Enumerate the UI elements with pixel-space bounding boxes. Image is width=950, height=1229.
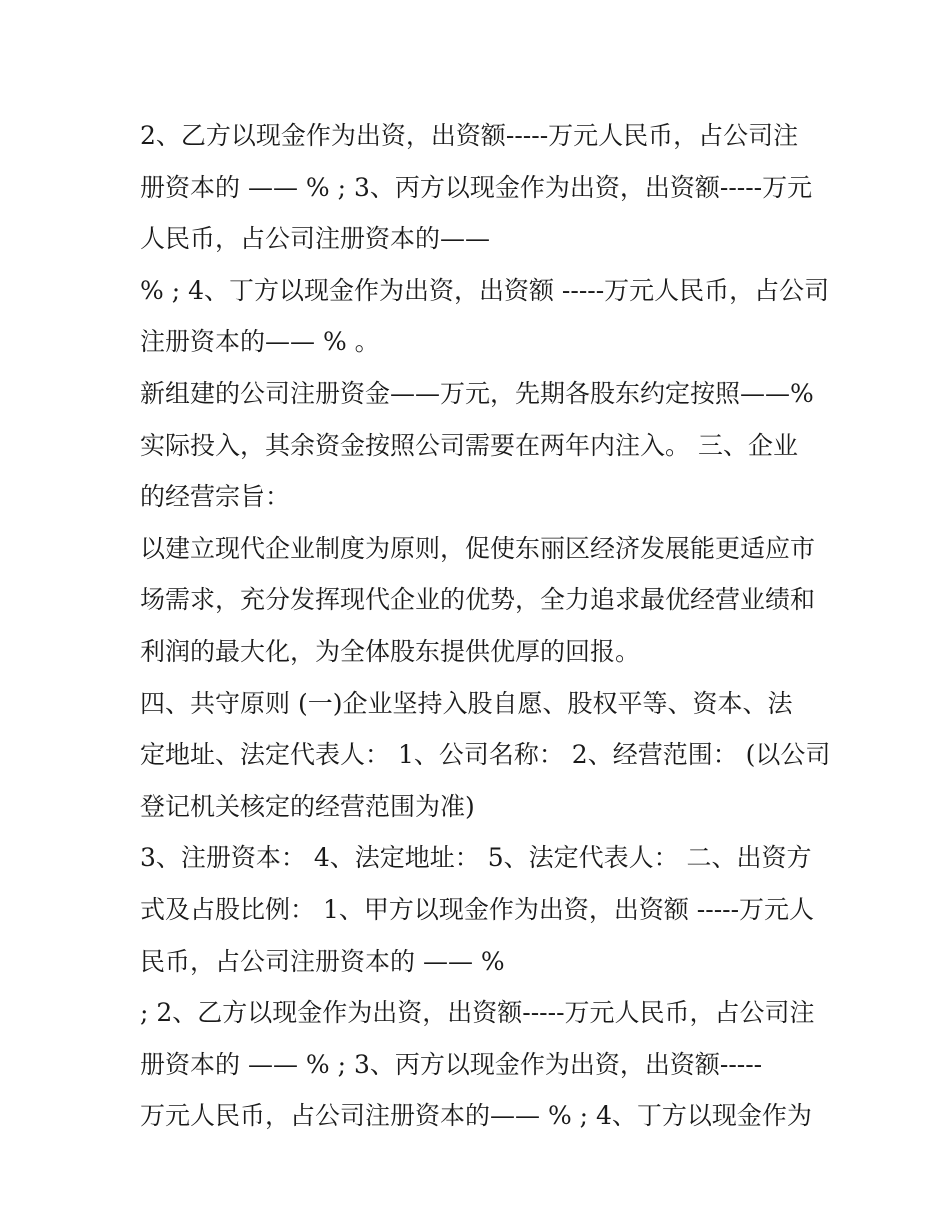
text-line: 人民币，占公司注册资本的—— — [140, 224, 491, 254]
text-line: 登记机关核定的经营范围为准) — [140, 791, 475, 821]
text-line: 定地址、法定代表人： 1、公司名称： 2、经营范围： (以公司 — [140, 740, 831, 770]
text-line: 民币，占公司注册资本的 —— % — [140, 946, 505, 976]
text-line: 2、乙方以现金作为出资，出资额-----万元人民币，占公司注 — [140, 121, 799, 150]
text-line: 利润的最大化，为全体股东提供优厚的回报。 — [140, 636, 641, 666]
text-line: 册资本的 —— % ; 3、丙方以现金作为出资，出资额-----万元 — [140, 172, 813, 202]
text-line: % ; 4、丁方以现金作为出资，出资额 -----万元人民币，占公司 — [140, 275, 830, 305]
text-line: 万元人民币，占公司注册资本的—— % ; 4、丁方以现金作为 — [140, 1101, 812, 1131]
text-line: 四、共守原则 (一)企业坚持入股自愿、股权平等、资本、法 — [140, 688, 793, 718]
text-line: 实际投入，其余资金按照公司需要在两年内注入。 三、企业 — [140, 430, 798, 460]
text-line: 3、注册资本： 4、法定地址： 5、法定代表人： 二、出资方 — [140, 843, 812, 873]
text-line: 的经营宗旨： — [140, 482, 291, 512]
text-line: 注册资本的—— % 。 — [140, 327, 380, 357]
text-line: 新组建的公司注册资金——万元，先期各股东约定按照——% — [140, 378, 814, 408]
text-line: 式及占股比例： 1、甲方以现金作为出资，出资额 -----万元人 — [140, 894, 815, 924]
document-body — [140, 110, 831, 1142]
text-line: 场需求，充分发挥现代企业的优势，全力追求最优经营业绩和 — [140, 585, 816, 615]
text-line: 册资本的 —— % ; 3、丙方以现金作为出资，出资额----- — [140, 1049, 763, 1079]
text-line: ; 2、乙方以现金作为出资，出资额-----万元人民币，占公司注 — [140, 998, 815, 1028]
text-line: 以建立现代企业制度为原则，促使东丽区经济发展能更适应市 — [140, 533, 816, 563]
